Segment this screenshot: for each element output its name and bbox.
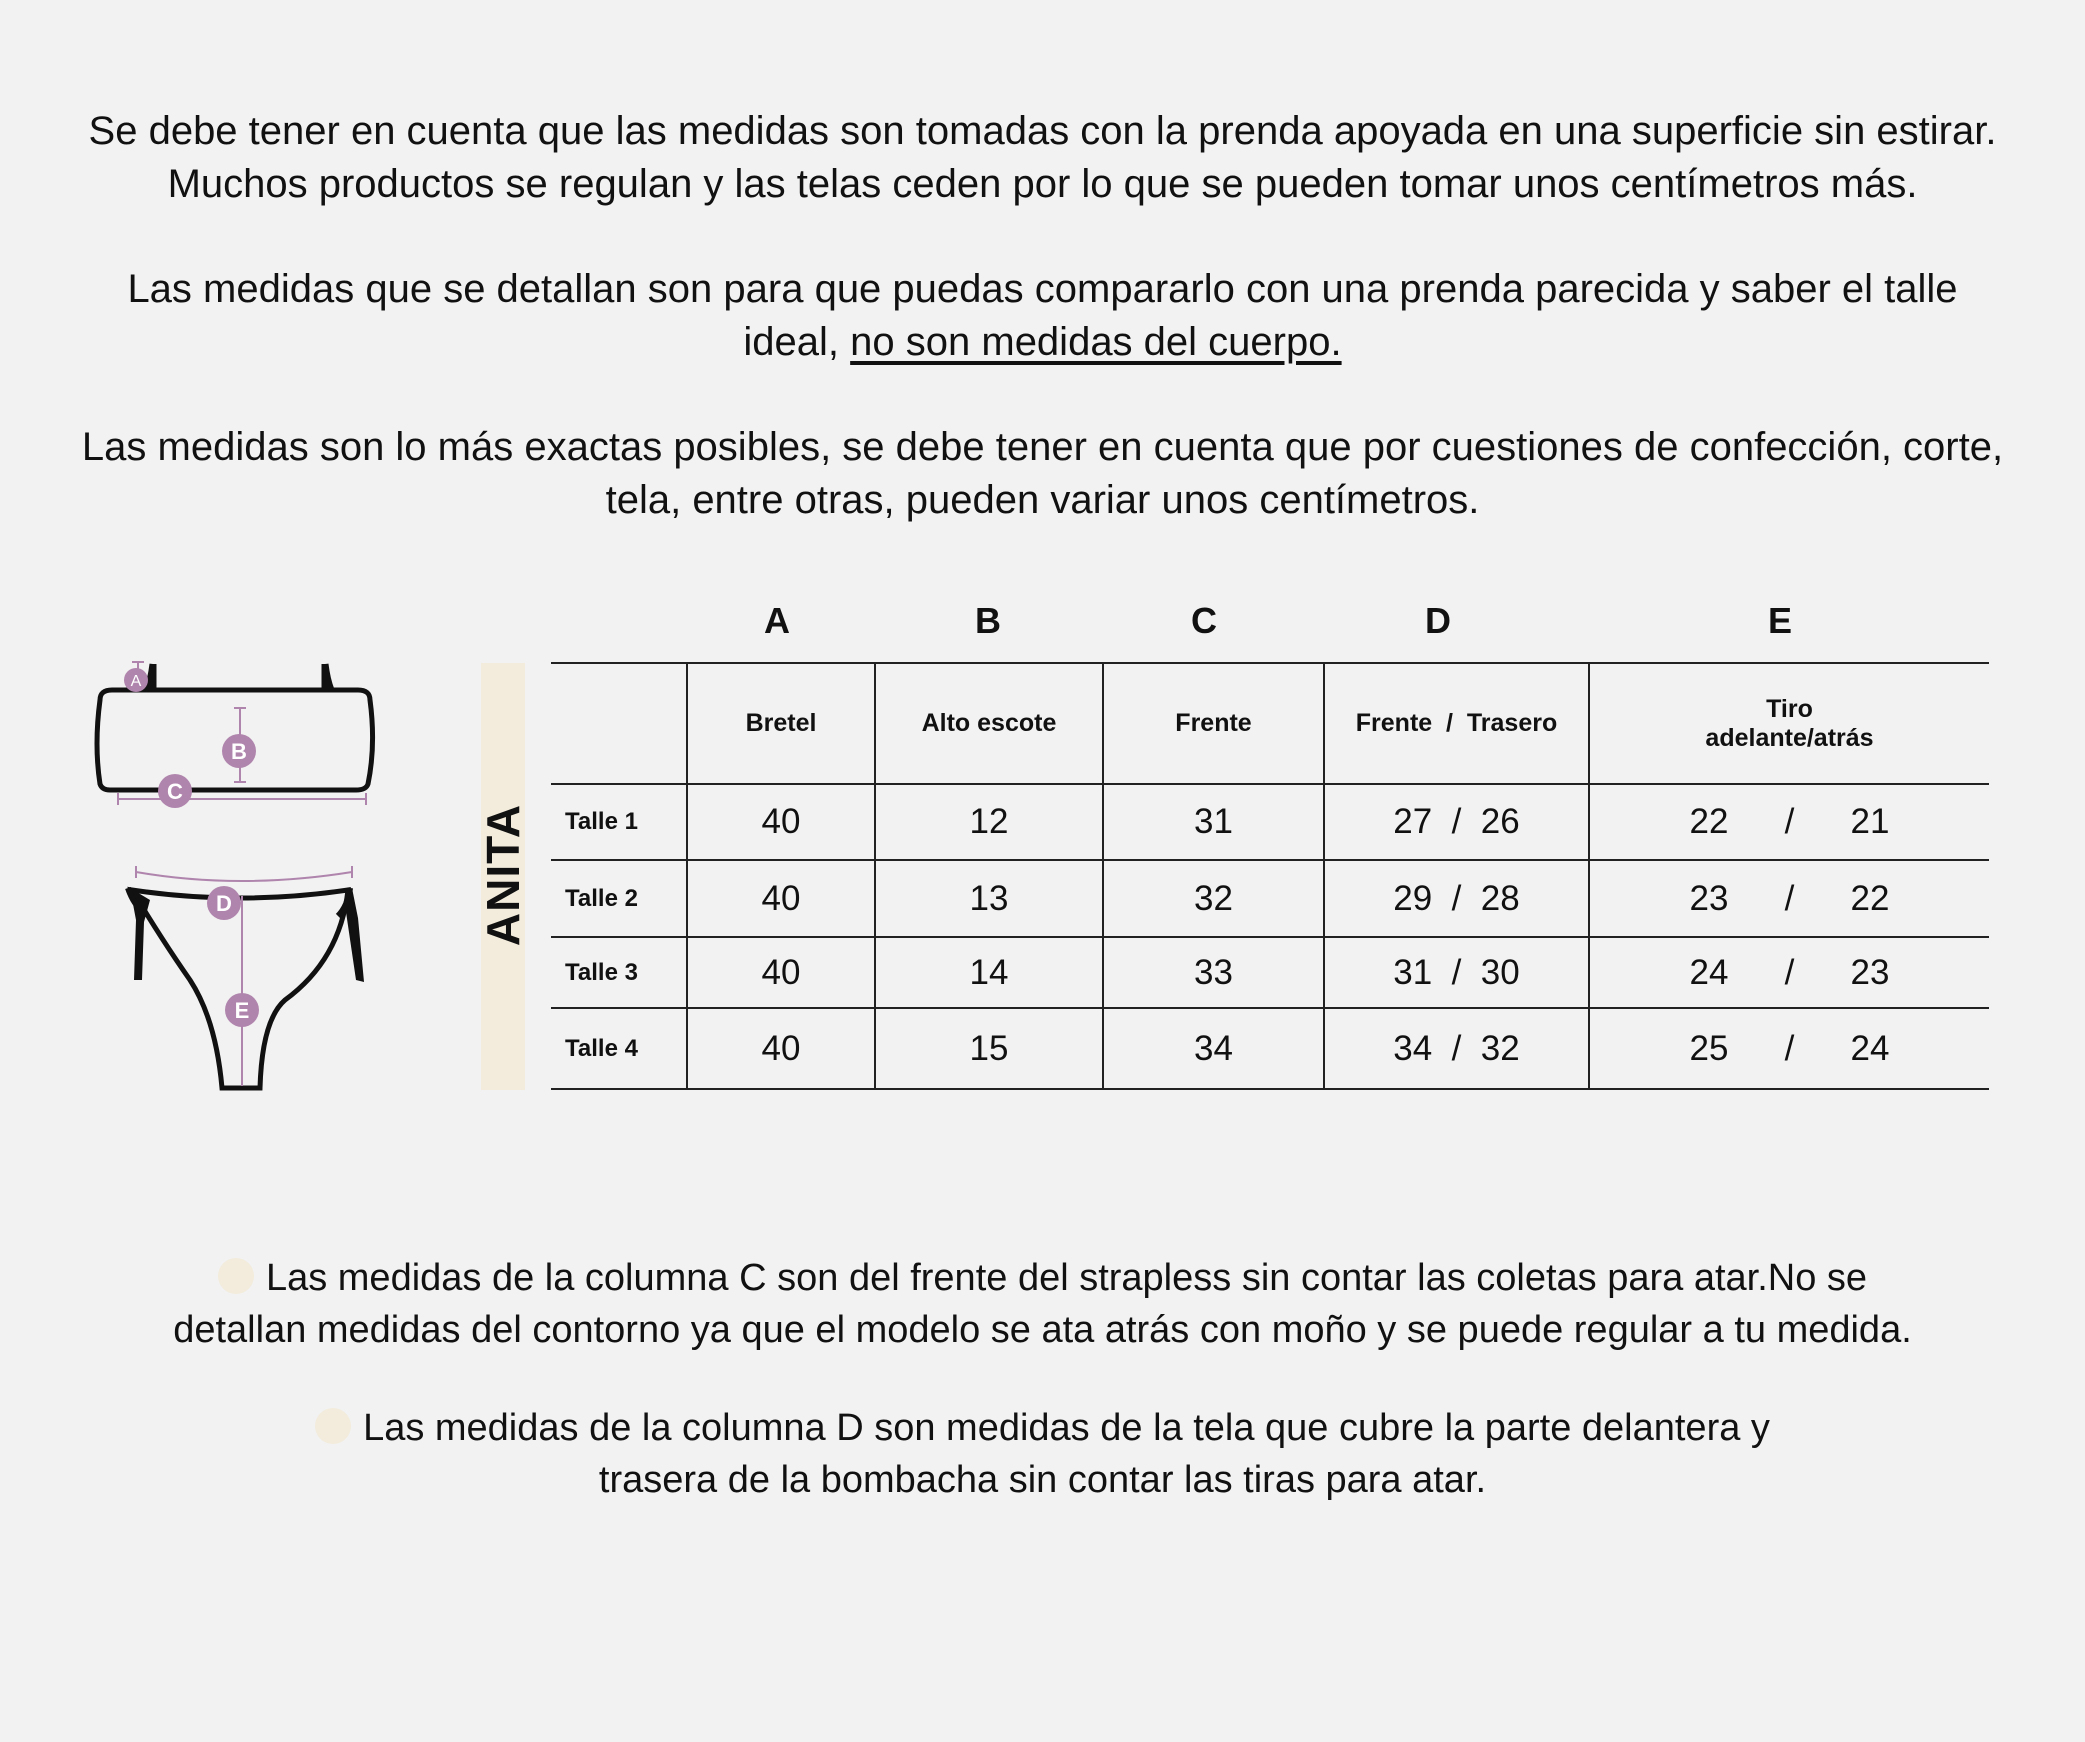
value-d: 27 / 26 xyxy=(1324,784,1589,860)
value-e-separator: / xyxy=(1784,802,1795,841)
size-name: Talle 3 xyxy=(551,937,687,1008)
value-a: 40 xyxy=(687,860,875,937)
header-bretel: Bretel xyxy=(687,663,875,784)
bottom-diagram xyxy=(128,866,364,1088)
intro-paragraph-1 xyxy=(0,105,2085,211)
value-e-back: 22 xyxy=(1850,878,1890,918)
table-header-row xyxy=(551,663,1989,784)
value-e xyxy=(1589,1008,1989,1089)
value-d: 31 / 30 xyxy=(1324,937,1589,1008)
value-e-separator: / xyxy=(1784,878,1795,918)
intro-p2-line2a: ideal, xyxy=(743,320,851,364)
value-e-back: 21 xyxy=(1850,802,1890,841)
model-label xyxy=(458,803,548,947)
intro-p1-line2: Muchos productos se regulan y las telas ceden por lo que se pueden tomar unos centímetros más. xyxy=(167,162,1918,206)
column-letter-b: B xyxy=(975,600,1001,641)
value-e-front: 24 xyxy=(1689,952,1729,992)
column-letter-e: E xyxy=(1767,600,1792,641)
value-c: 31 xyxy=(1103,784,1324,860)
value-e xyxy=(1589,937,1989,1008)
marker-a xyxy=(124,668,148,692)
column-letter-c: C xyxy=(1191,600,1217,641)
header-tiro-line2: adelante/atrás xyxy=(1705,723,1874,752)
garment-diagram xyxy=(90,650,400,1110)
note-d-line2: trasera de la bombacha sin contar las tiras para atar. xyxy=(598,1459,1487,1501)
note-c-line1: Las medidas de la columna C son del frente del strapless sin contar las coletas para atar.No se xyxy=(265,1257,1868,1299)
header-empty xyxy=(551,663,687,784)
column-letter-d: D xyxy=(1425,600,1451,641)
value-b: 14 xyxy=(875,937,1103,1008)
svg-text:A: A xyxy=(130,673,142,690)
note-bullet-icon xyxy=(218,1258,254,1294)
note-bullet-icon xyxy=(315,1408,351,1444)
note-c-line2: detallan medidas del contorno ya que el modelo se ata atrás con moño y se puede regular a tu medida. xyxy=(173,1309,1912,1351)
model-name: ANITA xyxy=(477,803,529,947)
value-a: 40 xyxy=(687,1008,875,1089)
note-column-c xyxy=(0,1252,2085,1356)
header-frente: Frente xyxy=(1103,663,1324,784)
svg-text:C: C xyxy=(167,779,183,804)
size-name: Talle 4 xyxy=(551,1008,687,1089)
value-e-front: 25 xyxy=(1689,1028,1729,1068)
value-e-back: 24 xyxy=(1850,1028,1890,1068)
svg-text:E: E xyxy=(234,998,250,1023)
table-row xyxy=(551,784,1989,860)
value-c: 33 xyxy=(1103,937,1324,1008)
value-d: 29 / 28 xyxy=(1324,860,1589,937)
value-e-separator: / xyxy=(1784,1028,1795,1068)
intro-p1-line1: Se debe tener en cuenta que las medidas son tomadas con la prenda apoyada en una superficie sin estirar. xyxy=(88,109,1997,153)
size-table xyxy=(551,662,1989,1090)
value-a: 40 xyxy=(687,937,875,1008)
table-row xyxy=(551,860,1989,937)
value-b: 12 xyxy=(875,784,1103,860)
intro-p2-line1: Las medidas que se detallan son para que puedas compararlo con una prenda parecida y saber el talle xyxy=(127,267,1958,311)
marker-d xyxy=(207,886,241,920)
table-row xyxy=(551,1008,1989,1089)
svg-text:D: D xyxy=(216,891,232,916)
marker-b xyxy=(222,734,256,768)
intro-p2-emphasis: no son medidas del cuerpo. xyxy=(850,320,1342,364)
size-name: Talle 2 xyxy=(551,860,687,937)
note-column-d xyxy=(0,1402,2085,1506)
value-e-front: 23 xyxy=(1689,878,1729,918)
header-frente-trasero: Frente / Trasero xyxy=(1324,663,1589,784)
value-d: 34 / 32 xyxy=(1324,1008,1589,1089)
value-b: 15 xyxy=(875,1008,1103,1089)
size-name: Talle 1 xyxy=(551,784,687,860)
value-e-back: 23 xyxy=(1850,952,1890,992)
value-e-separator: / xyxy=(1784,952,1795,992)
intro-p3-line1: Las medidas son lo más exactas posibles, se debe tener en cuenta que por cuestiones de confección, corte, xyxy=(81,425,2004,469)
marker-e xyxy=(225,993,259,1027)
header-tiro xyxy=(1589,663,1989,784)
column-letter-a: A xyxy=(764,600,790,641)
intro-paragraph-3 xyxy=(0,421,2085,527)
note-d-line1: Las medidas de la columna D son medidas de la tela que cubre la parte delantera y xyxy=(363,1407,1770,1449)
header-alto-escote: Alto escote xyxy=(875,663,1103,784)
header-tiro-line1: Tiro xyxy=(1766,694,1813,723)
intro-p3-line2: tela, entre otras, pueden variar unos centímetros. xyxy=(605,478,1480,522)
value-e xyxy=(1589,784,1989,860)
marker-c xyxy=(158,774,192,808)
intro-text xyxy=(0,105,2085,579)
table-row xyxy=(551,937,1989,1008)
value-e-front: 22 xyxy=(1689,802,1729,841)
value-b: 13 xyxy=(875,860,1103,937)
value-c: 32 xyxy=(1103,860,1324,937)
svg-text:B: B xyxy=(231,739,247,764)
value-a: 40 xyxy=(687,784,875,860)
value-c: 34 xyxy=(1103,1008,1324,1089)
intro-paragraph-2 xyxy=(0,263,2085,369)
value-e xyxy=(1589,860,1989,937)
